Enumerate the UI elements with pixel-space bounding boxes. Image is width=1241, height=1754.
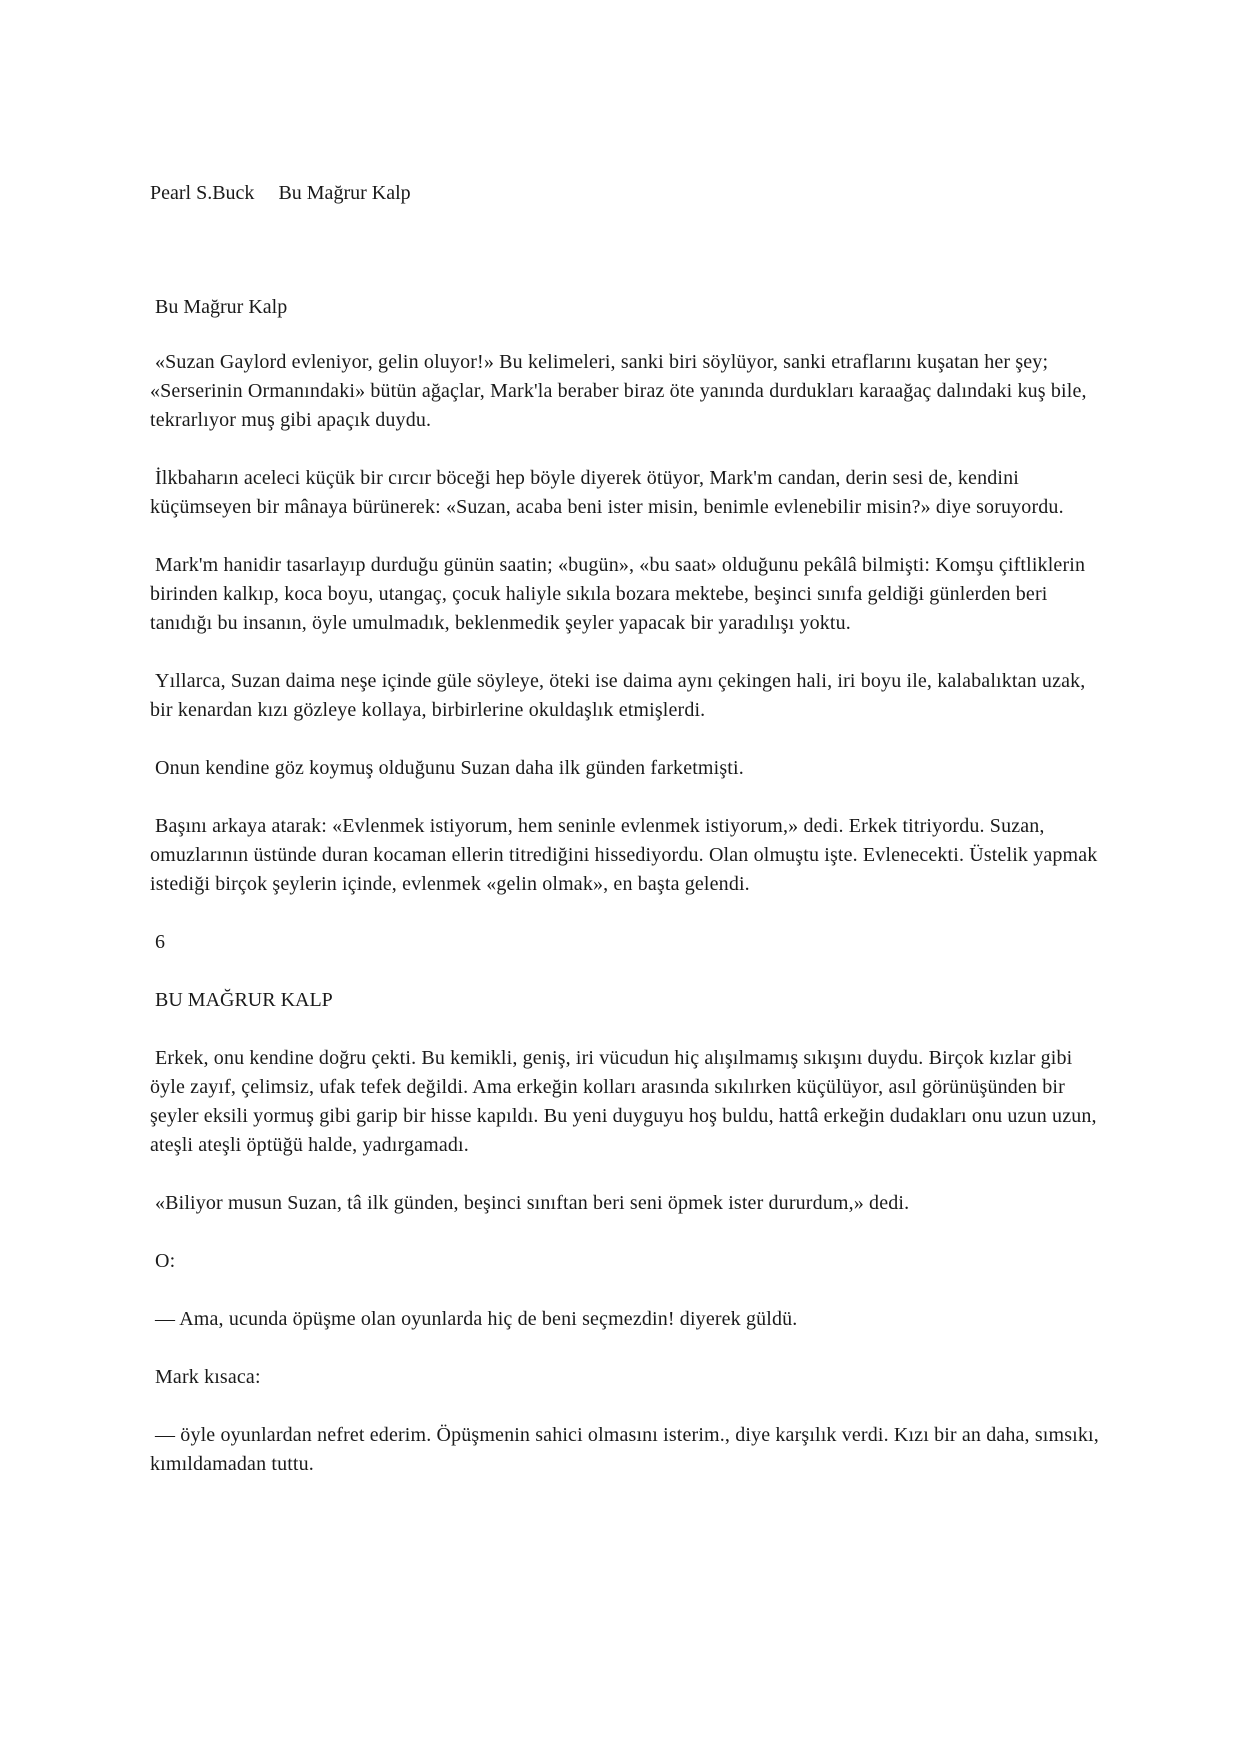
document-page: [150, 178, 1100, 1508]
header-book-title: Bu Mağrur Kalp: [278, 182, 411, 204]
paragraph: — öyle oyunlardan nefret ederim. Öpüşmenin sahici olmasını isterim., diye karşılık verdi. Kızı bir an daha, sımsıkı, kımıldamadan tuttu.: [150, 1424, 1099, 1475]
page-number: 6: [155, 931, 165, 953]
paragraph: «Suzan Gaylord evleniyor, gelin oluyor!» Bu kelimeleri, sanki biri söylüyor, sanki etraflarını kuşatan her şey; «Serserinin Ormanındaki» bütün ağaçlar, Mark'la beraber biraz öte yanında durdukları karaağaç dalındaki kuş bile, tekrarlıyor muş gibi apaçık duydu.: [150, 351, 1087, 431]
paragraph: Başını arkaya atarak: «Evlenmek istiyorum, hem seninle evlenmek istiyorum,» dedi. Erkek titriyordu. Suzan, omuzlarının üstünde duran kocaman ellerin titrediğini hissediyordu. Olan olmuştu işte. Evlenecekti. Üstelik yapmak istediği birçok şeylerin içinde, evlenmek «gelin olmak», en başta gelendi.: [150, 815, 1098, 895]
section-title: Bu Mağrur Kalp: [155, 296, 288, 318]
paragraph: «Biliyor musun Suzan, tâ ilk günden, beşinci sınıftan beri seni öpmek ister dururdum,» dedi.: [155, 1192, 910, 1214]
paragraph: Onun kendine göz koymuş olduğunu Suzan daha ilk günden farketmişti.: [155, 757, 744, 779]
paragraph: Mark kısaca:: [155, 1366, 261, 1388]
paragraph: Yıllarca, Suzan daima neşe içinde güle söyleye, öteki ise daima aynı çekingen hali, iri boyu ile, kalabalıktan uzak, bir kenardan kızı gözleye kollaya, birbirlerine okuldaşlık etmişlerdi.: [150, 670, 1086, 721]
paragraph: Erkek, onu kendine doğru çekti. Bu kemikli, geniş, iri vücudun hiç alışılmamış sıkışını duydu. Birçok kızlar gibi öyle zayıf, çelimsiz, ufak tefek değildi. Ama erkeğin kolları arasında sıkılırken küçülüyor, asıl görünüşünden bir şeyler eksili yormuş gibi garip bir hisse kapıldı. Bu yeni duyguyu hoş buldu, hattâ erkeğin dudakları onu uzun uzun, ateşli ateşli öptüğü halde, yadırgamadı.: [150, 1047, 1097, 1156]
paragraph: O:: [155, 1250, 176, 1272]
paragraph: Mark'm hanidir tasarlayıp durduğu günün saatin; «bugün», «bu saat» olduğunu pekâlâ bilmişti: Komşu çiftliklerin birinden kalkıp, koca boyu, utangaç, çocuk haliyle sıkıla bozara mektebe, beşinci sınıfa geldiği günlerden beri tanıdığı bu insanın, öyle umulmadık, beklenmedik şeyler yapacak bir yaradılışı yoktu.: [150, 554, 1086, 634]
header-author: Pearl S.Buck: [150, 182, 255, 204]
paragraph: — Ama, ucunda öpüşme olan oyunlarda hiç de beni seçmezdin! diyerek güldü.: [155, 1308, 798, 1330]
chapter-header: BU MAĞRUR KALP: [155, 989, 333, 1011]
running-header: [150, 178, 1100, 208]
paragraph: İlkbaharın aceleci küçük bir cırcır böceği hep böyle diyerek ötüyor, Mark'm candan, derin sesi de, kendini küçümseyen bir mânaya bürünerek: «Suzan, acaba beni ister misin, benimle evlenebilir misin?» diye soruyordu.: [150, 467, 1064, 518]
